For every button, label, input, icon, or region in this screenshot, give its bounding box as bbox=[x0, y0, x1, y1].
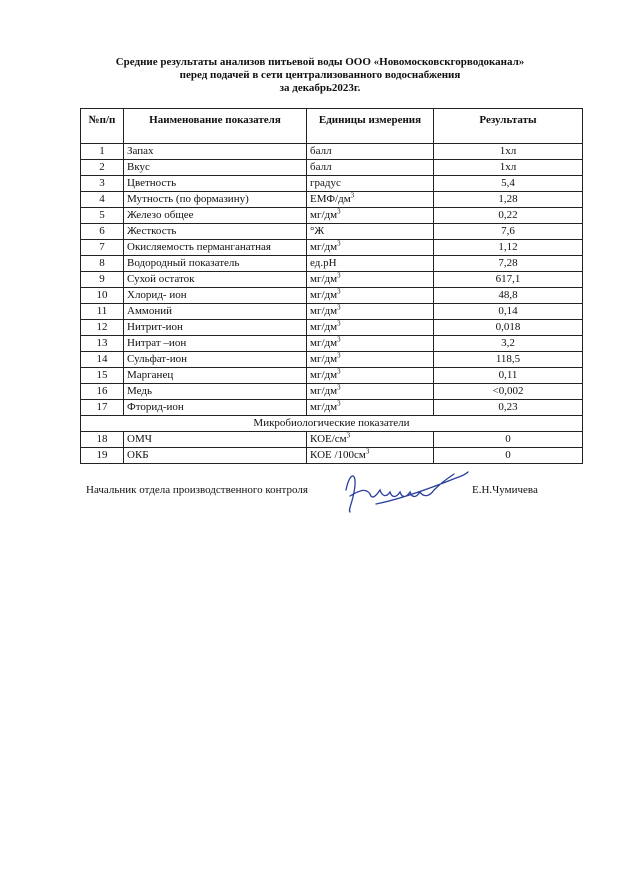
cell-result: 1,12 bbox=[434, 240, 583, 256]
unit-exponent: 3 bbox=[337, 303, 341, 312]
cell-number: 4 bbox=[81, 192, 124, 208]
cell-number: 11 bbox=[81, 304, 124, 320]
cell-name: Цветность bbox=[124, 176, 307, 192]
title-line-3: за декабрь2023г. bbox=[279, 82, 361, 94]
unit-text: мг/дм bbox=[310, 369, 338, 381]
cell-number: 2 bbox=[81, 160, 124, 176]
title-line-2: перед подачей в сети централизованного водоснабжения bbox=[179, 69, 461, 81]
cell-name: ОКБ bbox=[124, 448, 307, 464]
table-row bbox=[81, 176, 583, 192]
column-header-unit: Единицы измерения bbox=[307, 109, 434, 144]
cell-name: Хлорид- ион bbox=[124, 288, 307, 304]
cell-result: 0 bbox=[434, 448, 583, 464]
cell-result: 617,1 bbox=[434, 272, 583, 288]
cell-number: 16 bbox=[81, 384, 124, 400]
unit-text: мг/дм bbox=[310, 289, 338, 301]
cell-result: 118,5 bbox=[434, 352, 583, 368]
unit-exponent: 3 bbox=[337, 351, 341, 360]
cell-result: 0,018 bbox=[434, 320, 583, 336]
unit-text: мг/дм bbox=[310, 305, 338, 317]
table-row bbox=[81, 208, 583, 224]
cell-result: 48,8 bbox=[434, 288, 583, 304]
cell-unit bbox=[307, 320, 434, 336]
table-row bbox=[81, 192, 583, 208]
unit-text: °Ж bbox=[310, 225, 325, 237]
cell-number: 1 bbox=[81, 144, 124, 160]
unit-text: мг/дм bbox=[310, 273, 338, 285]
cell-unit bbox=[307, 432, 434, 448]
unit-text: ЕМФ/дм bbox=[310, 193, 351, 205]
cell-unit bbox=[307, 192, 434, 208]
cell-number: 12 bbox=[81, 320, 124, 336]
cell-name: Окисляемость перманганатная bbox=[124, 240, 307, 256]
cell-result: 0,14 bbox=[434, 304, 583, 320]
unit-text: мг/дм bbox=[310, 353, 338, 365]
table-row bbox=[81, 400, 583, 416]
cell-result: 0,23 bbox=[434, 400, 583, 416]
cell-unit bbox=[307, 224, 434, 240]
table-row bbox=[81, 432, 583, 448]
cell-result: 7,28 bbox=[434, 256, 583, 272]
table-row bbox=[81, 240, 583, 256]
handwritten-signature bbox=[336, 460, 476, 520]
cell-unit bbox=[307, 400, 434, 416]
cell-number: 10 bbox=[81, 288, 124, 304]
cell-name: Марганец bbox=[124, 368, 307, 384]
cell-result: 7,6 bbox=[434, 224, 583, 240]
table-row bbox=[81, 352, 583, 368]
cell-unit bbox=[307, 288, 434, 304]
unit-text: мг/дм bbox=[310, 401, 338, 413]
title-line-1: Средние результаты анализов питьевой воды ООО «Новомосковскгорводоканал» bbox=[115, 56, 525, 68]
column-header-number: №п/п bbox=[81, 109, 124, 144]
unit-exponent: 3 bbox=[337, 271, 341, 280]
cell-number: 17 bbox=[81, 400, 124, 416]
unit-text: градус bbox=[310, 177, 341, 189]
unit-exponent: 3 bbox=[337, 239, 341, 248]
document-title bbox=[40, 56, 600, 95]
unit-exponent: 3 bbox=[337, 335, 341, 344]
cell-name: Медь bbox=[124, 384, 307, 400]
table-row bbox=[81, 448, 583, 464]
table-row bbox=[81, 368, 583, 384]
cell-unit bbox=[307, 240, 434, 256]
table-body bbox=[81, 144, 583, 464]
unit-exponent: 3 bbox=[337, 399, 341, 408]
table-row bbox=[81, 160, 583, 176]
unit-text: мг/дм bbox=[310, 209, 338, 221]
cell-name: Водородный показатель bbox=[124, 256, 307, 272]
unit-text: мг/дм bbox=[310, 241, 338, 253]
unit-exponent: 3 bbox=[337, 319, 341, 328]
cell-result: 5,4 bbox=[434, 176, 583, 192]
unit-exponent: 3 bbox=[350, 191, 355, 200]
cell-number: 19 bbox=[81, 448, 124, 464]
cell-number: 15 bbox=[81, 368, 124, 384]
table-row bbox=[81, 256, 583, 272]
cell-result: 1хл bbox=[434, 160, 583, 176]
cell-number: 8 bbox=[81, 256, 124, 272]
column-header-name: Наименование показателя bbox=[124, 109, 307, 144]
unit-text: балл bbox=[310, 145, 332, 157]
column-header-result: Результаты bbox=[434, 109, 583, 144]
unit-exponent: 3 bbox=[346, 431, 351, 440]
cell-unit bbox=[307, 384, 434, 400]
cell-number: 14 bbox=[81, 352, 124, 368]
unit-text: балл bbox=[310, 161, 332, 173]
cell-name: Сульфат-ион bbox=[124, 352, 307, 368]
cell-unit bbox=[307, 352, 434, 368]
cell-result: 0,22 bbox=[434, 208, 583, 224]
unit-text: мг/дм bbox=[310, 385, 338, 397]
cell-number: 6 bbox=[81, 224, 124, 240]
unit-text: ед.pH bbox=[310, 257, 337, 269]
cell-unit bbox=[307, 272, 434, 288]
cell-result: 0 bbox=[434, 432, 583, 448]
cell-name: Сухой остаток bbox=[124, 272, 307, 288]
signer-name: Е.Н.Чумичева bbox=[472, 484, 538, 496]
cell-result: 0,11 bbox=[434, 368, 583, 384]
table-row bbox=[81, 224, 583, 240]
cell-number: 18 bbox=[81, 432, 124, 448]
signature-position: Начальник отдела производственного контроля bbox=[86, 484, 308, 496]
cell-number: 13 bbox=[81, 336, 124, 352]
cell-name: Нитрит-ион bbox=[124, 320, 307, 336]
cell-name: Запах bbox=[124, 144, 307, 160]
results-table bbox=[80, 108, 583, 464]
cell-name: Фторид-ион bbox=[124, 400, 307, 416]
cell-unit bbox=[307, 256, 434, 272]
unit-text: КОЕ/см bbox=[310, 433, 347, 445]
unit-exponent: 3 bbox=[337, 367, 341, 376]
unit-text: мг/дм bbox=[310, 321, 338, 333]
cell-name: Аммоний bbox=[124, 304, 307, 320]
cell-unit bbox=[307, 144, 434, 160]
unit-exponent: 3 bbox=[365, 447, 370, 456]
unit-text: мг/дм bbox=[310, 337, 338, 349]
cell-name: Железо общее bbox=[124, 208, 307, 224]
section-row bbox=[81, 416, 583, 432]
cell-unit bbox=[307, 176, 434, 192]
cell-name: Мутность (по формазину) bbox=[124, 192, 307, 208]
table-header-row bbox=[81, 109, 583, 144]
cell-name: Нитрат –ион bbox=[124, 336, 307, 352]
cell-name: Вкус bbox=[124, 160, 307, 176]
cell-result: 1хл bbox=[434, 144, 583, 160]
cell-number: 3 bbox=[81, 176, 124, 192]
cell-number: 5 bbox=[81, 208, 124, 224]
cell-result: <0,002 bbox=[434, 384, 583, 400]
unit-exponent: 3 bbox=[337, 383, 341, 392]
cell-unit bbox=[307, 336, 434, 352]
cell-name: Жесткость bbox=[124, 224, 307, 240]
unit-text: КОЕ /100см bbox=[310, 449, 366, 461]
cell-number: 9 bbox=[81, 272, 124, 288]
cell-unit bbox=[307, 304, 434, 320]
table-row bbox=[81, 304, 583, 320]
table-row bbox=[81, 288, 583, 304]
cell-result: 3,2 bbox=[434, 336, 583, 352]
cell-unit bbox=[307, 368, 434, 384]
section-label: Микробиологические показатели bbox=[81, 416, 583, 432]
unit-exponent: 3 bbox=[337, 207, 341, 216]
cell-result: 1,28 bbox=[434, 192, 583, 208]
unit-exponent: 3 bbox=[337, 287, 341, 296]
table-row bbox=[81, 384, 583, 400]
cell-name: ОМЧ bbox=[124, 432, 307, 448]
table-row bbox=[81, 320, 583, 336]
table-row bbox=[81, 144, 583, 160]
cell-unit bbox=[307, 160, 434, 176]
table-row bbox=[81, 272, 583, 288]
table-row bbox=[81, 336, 583, 352]
cell-unit bbox=[307, 208, 434, 224]
cell-number: 7 bbox=[81, 240, 124, 256]
